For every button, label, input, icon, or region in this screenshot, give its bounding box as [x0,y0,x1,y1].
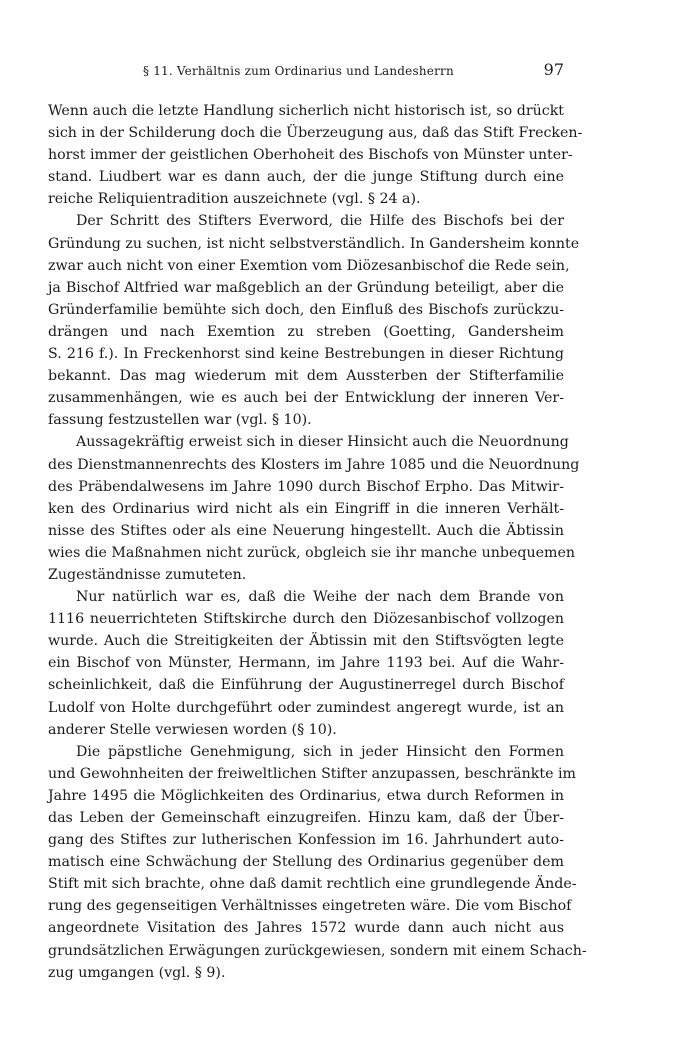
text-line: nisse des Stiftes oder als eine Neuerung hingestellt. Auch die Äbtissin [48,522,564,539]
text-line: Die päpstliche Genehmigung, sich in jeder Hinsicht den Formen [76,743,564,760]
text-line: Gründerfamilie bemühte sich doch, den Einfluß des Bischofs zurückzu- [48,301,564,318]
text-line: ein Bischof von Münster, Hermann, im Jahre 1193 bei. Auf die Wahr- [48,655,564,672]
text-line: fassung festzustellen war (vgl. § 10). [48,412,312,429]
paragraph [48,741,587,984]
text-line: Stift mit sich brachte, ohne daß damit rechtlich eine grundlegende Ände- [48,876,577,893]
text-line: Ludolf von Holte durchgeführt oder zumindest angeregt wurde, ist an [48,699,564,716]
page-number: 97 [543,60,564,79]
text-line: wurde. Auch die Streitigkeiten der Äbtissin mit den Stiftsvögten legte [48,633,564,650]
text-line: drängen und nach Exemtion zu streben (Goetting, Gandersheim [48,323,564,340]
text-line: anderer Stelle verwiesen worden (§ 10). [48,721,337,738]
text-line: und Gewohnheiten der freiweltlichen Stifter anzupassen, beschränkte im [48,765,576,782]
text-line: des Präbendalwesens im Jahre 1090 durch Bischof Erpho. Das Mitwir- [48,478,564,495]
text-line: bekannt. Das mag wiederum mit dem Aussterben der Stifterfamilie [48,368,564,385]
text-line: Der Schritt des Stifters Everword, die Hilfe des Bischofs bei der [76,213,564,230]
paragraph [48,210,580,431]
running-title: § 11. Verhältnis zum Ordinarius und Landesherrn [143,64,454,78]
text-line: reiche Reliquientradition auszeichnete (vgl. § 24 a). [48,191,421,208]
text-line: Wenn auch die letzte Handlung sicherlich nicht historisch ist, so drückt [48,103,564,119]
text-line: ken des Ordinarius wird nicht als ein Eingriff in die inneren Verhält- [48,500,564,517]
text-line: sich in der Schilderung doch die Überzeugung aus, daß das Stift Frecken- [48,125,583,142]
text-line: zusammenhängen, wie es auch bei der Entwicklung der inneren Ver- [48,390,564,407]
text-line: Zugeständnisse zumuteten. [48,566,247,583]
paragraph [48,586,564,741]
text-line: grundsätzlichen Erwägungen zurückgewiesen, sondern mit einem Schach- [48,942,587,959]
text-line: gang des Stiftes zur lutherischen Konfession im 16. Jahrhundert auto- [48,832,564,849]
text-line: 1116 neuerrichteten Stiftskirche durch den Diözesanbischof vollzogen [48,611,564,628]
text-line: rung des gegenseitigen Verhältnisses eingetreten wäre. Die vom Bischof [48,898,572,915]
text-line: S. 216 f.). In Freckenhorst sind keine Bestrebungen in dieser Richtung [48,346,564,363]
text-line: scheinlichkeit, daß die Einführung der Augustinerregel durch Bischof [48,677,564,694]
text-line: matisch eine Schwächung der Stellung des Ordinarius gegenüber dem [48,854,564,871]
body-text [48,100,587,984]
text-line: Aussagekräftig erweist sich in dieser Hinsicht auch die Neuordnung [76,434,569,451]
text-line: zwar auch nicht von einer Exemtion vom Diözesanbischof die Rede sein, [48,257,570,274]
text-line: zug umgangen (vgl. § 9). [48,964,226,981]
text-line: stand. Liudbert war es dann auch, der die junge Stiftung durch eine [48,169,564,186]
book-page [48,60,587,984]
text-line: des Dienstmannenrechts des Klosters im Jahre 1085 und die Neuordnung [48,456,580,473]
text-line: Jahre 1495 die Möglichkeiten des Ordinarius, etwa durch Reformen in [48,787,564,804]
text-line: das Leben der Gemeinschaft einzugreifen. Hinzu kam, daß der Über- [48,810,564,826]
text-line: Nur natürlich war es, daß die Weihe der nach dem Brande von [76,589,564,606]
text-line: ja Bischof Altfried war maßgeblich an der Gründung beteiligt, aber die [48,279,564,296]
text-line: wies die Maßnahmen nicht zurück, obgleich sie ihr manche unbequemen [48,544,576,561]
paragraph [48,431,580,586]
text-line: horst immer der geistlichen Oberhoheit des Bischofs von Münster unter- [48,147,573,164]
running-head [48,60,564,90]
paragraph [48,100,583,210]
text-line: Gründung zu suchen, ist nicht selbstverständlich. In Gandersheim konnte [48,235,580,252]
text-line: angeordnete Visitation des Jahres 1572 wurde dann auch nicht aus [48,920,564,937]
